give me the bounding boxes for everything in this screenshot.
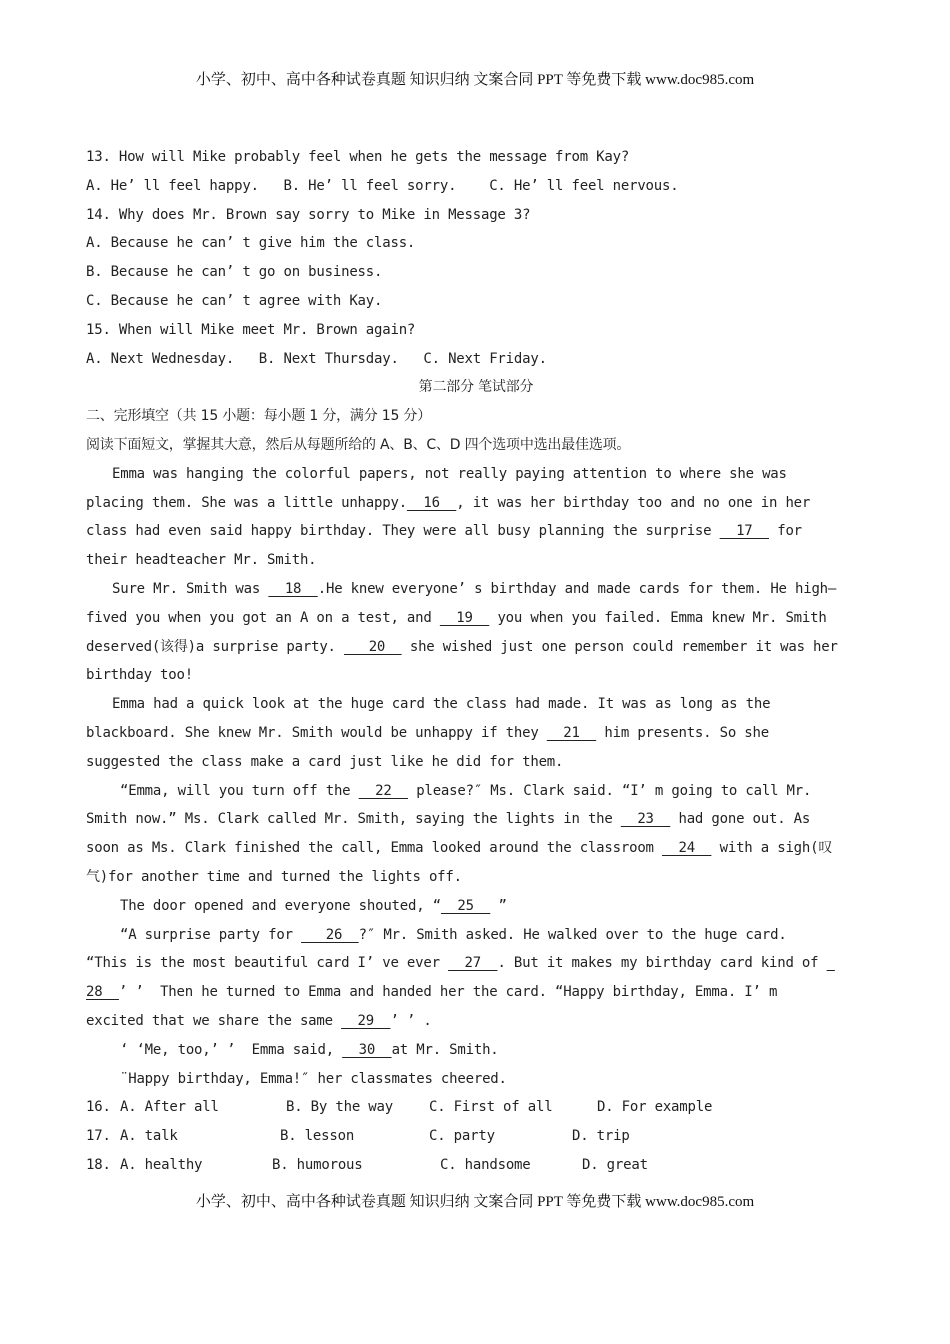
passage-text: deserved(该得)a surprise party. — [86, 638, 345, 655]
passage-text: with a sigh(叹 — [711, 840, 833, 857]
passage-text: “This is the most beautiful card I’ ve ever — [86, 955, 449, 972]
passage-text: you when you failed. Emma knew Mr. Smith — [489, 609, 827, 626]
exam-page-body — [86, 143, 866, 1180]
passage-text: fived you when you got an A on a test, and — [86, 609, 440, 626]
question-13: 13. How will Mike probably feel when he gets the message from Kay? — [86, 149, 630, 165]
blank-22: 22 — [358, 782, 409, 799]
choice-number: 18. — [86, 1156, 111, 1173]
passage-text: she wished just one person could remember it was her — [401, 638, 838, 655]
passage-line — [86, 805, 866, 834]
blank-28: 28 — [86, 984, 119, 1001]
passage-text: placing them. She was a little unhappy. — [86, 494, 407, 511]
passage-text: had gone out. As — [670, 811, 811, 828]
passage-line: ¨Happy birthday, Emma!″ her classmates cheered. — [120, 1070, 507, 1087]
section-instruction: 阅读下面短文，掌握其大意，然后从每题所给的 A、B、C、D 四个选项中选出最佳选项。 — [86, 436, 631, 453]
passage-text: soon as Ms. Clark finished the call, Emma looked around the classroom — [86, 840, 663, 857]
choice-row-16 — [86, 1093, 866, 1122]
page-footer-banner: 小学、初中、高中各种试卷真题 知识归纳 文案合同 PPT 等免费下载 www.doc985.com — [195, 1194, 755, 1210]
passage-text: “A surprise party for — [120, 926, 302, 943]
passage-text: , it was her birthday too and no one in her — [456, 494, 811, 511]
choice-c: C. First of all — [429, 1099, 553, 1116]
blank-16: 16 — [406, 494, 457, 511]
passage-text: ” — [490, 897, 507, 914]
passage-text: . But it makes my birthday card kind of — [497, 955, 827, 972]
passage-line — [86, 575, 866, 604]
blank-27: 27 — [448, 955, 498, 972]
choice-a: A. healthy — [120, 1156, 203, 1173]
question-15-options: A. Next Wednesday. B. Next Thursday. C. Next Friday. — [86, 350, 547, 367]
passage-text: at Mr. Smith. — [391, 1041, 499, 1058]
passage-text: Smith now.” Ms. Clark called Mr. Smith, saying the lights in the — [86, 811, 621, 828]
passage-line — [86, 949, 866, 978]
choice-d: D. trip — [572, 1128, 630, 1145]
blank-30: 30 — [342, 1041, 392, 1058]
blank-18: 18 — [268, 580, 318, 597]
question-14-option-b: B. Because he can’ t go on business. — [86, 264, 383, 281]
passage-line: Emma had a quick look at the huge card the class had made. It was as long as the — [112, 696, 771, 713]
passage-line — [86, 978, 866, 1007]
blank-23: 23 — [620, 811, 671, 828]
passage-text: Sure Mr. Smith was — [112, 580, 269, 597]
passage-line: Emma was hanging the colorful papers, not really paying attention to where she was — [112, 465, 787, 482]
choice-number: 17. — [86, 1128, 111, 1145]
choice-c: C. party — [429, 1128, 495, 1145]
choice-row-18 — [86, 1151, 866, 1180]
choice-b: B. lesson — [280, 1128, 355, 1145]
choice-row-17 — [86, 1122, 866, 1151]
passage-text: ?″ Mr. Smith asked. He walked over to the huge card. — [358, 926, 787, 943]
blank-19: 19 — [439, 609, 490, 626]
blank-24: 24 — [662, 840, 712, 857]
passage-text: excited that we share the same — [86, 1012, 342, 1029]
passage-line — [86, 517, 866, 546]
passage-text: blackboard. She knew Mr. Smith would be unhappy if they — [86, 724, 547, 741]
passage-line: their headteacher Mr. Smith. — [86, 552, 317, 569]
passage-text: class had even said happy birthday. They were all busy planning the surprise — [86, 523, 720, 540]
passage-text: ’ ’ Then he turned to Emma and handed her the card. “Happy birthday, Emma. I’ m — [118, 984, 778, 1001]
choice-a: A. After all — [120, 1099, 219, 1116]
passage-text: please?″ Ms. Clark said. “I’ m going to call Mr. — [408, 782, 812, 799]
choice-a: A. talk — [120, 1128, 178, 1145]
passage-line — [86, 1036, 866, 1065]
passage-line — [86, 633, 866, 662]
blank-28-start — [827, 955, 835, 971]
blank-29: 29 — [341, 1012, 391, 1029]
blank-26: 26 — [301, 926, 359, 943]
passage-line — [86, 489, 866, 518]
blank-17: 17 — [719, 523, 769, 540]
passage-line: suggested the class make a card just like he did for them. — [86, 753, 564, 770]
passage-text: ’ ’ . — [390, 1012, 432, 1029]
section-heading-cloze: 二、完形填空（共 15 小题：每小题 1 分，满分 15 分） — [86, 408, 432, 425]
passage-text: The door opened and everyone shouted, “ — [120, 897, 441, 914]
passage-line — [86, 892, 866, 921]
passage-text: ‘ ‘Me, too,’ ’ Emma said, — [120, 1041, 343, 1058]
question-14-option-a: A. Because he can’ t give him the class. — [86, 235, 416, 252]
passage-line — [86, 1007, 866, 1036]
choice-d: D. For example — [597, 1099, 713, 1116]
blank-25: 25 — [440, 897, 491, 914]
choice-b: B. By the way — [286, 1099, 393, 1116]
choice-number: 16. — [86, 1099, 111, 1116]
passage-line — [86, 834, 866, 863]
passage-line — [86, 604, 866, 633]
blank-21: 21 — [546, 724, 597, 741]
passage-text: for — [769, 523, 802, 540]
part-two-title: 第二部分 笔试部分 — [418, 379, 534, 396]
choice-b: B. humorous — [272, 1156, 363, 1173]
passage-line: birthday too! — [86, 667, 193, 684]
passage-text: .He knew everyone’ s birthday and made cards for them. He high— — [317, 580, 837, 597]
blank-20: 20 — [344, 638, 402, 655]
question-14-option-c: C. Because he can’ t agree with Kay. — [86, 292, 383, 309]
passage-text: “Emma, will you turn off the — [120, 782, 359, 799]
passage-line: 气)for another time and turned the lights off. — [86, 868, 462, 885]
passage-line — [86, 777, 866, 806]
passage-text: him presents. So she — [596, 724, 769, 741]
choice-d: D. great — [582, 1156, 648, 1173]
passage-line — [86, 921, 866, 950]
page-header-banner: 小学、初中、高中各种试卷真题 知识归纳 文案合同 PPT 等免费下载 www.doc985.com — [195, 72, 755, 88]
choice-c: C. handsome — [440, 1156, 531, 1173]
question-15: 15. When will Mike meet Mr. Brown again? — [86, 321, 416, 338]
question-13-options: A. He’ ll feel happy. B. He’ ll feel sorry. C. He’ ll feel nervous. — [86, 177, 679, 194]
question-14: 14. Why does Mr. Brown say sorry to Mike in Message 3? — [86, 206, 531, 223]
passage-line — [86, 719, 866, 748]
